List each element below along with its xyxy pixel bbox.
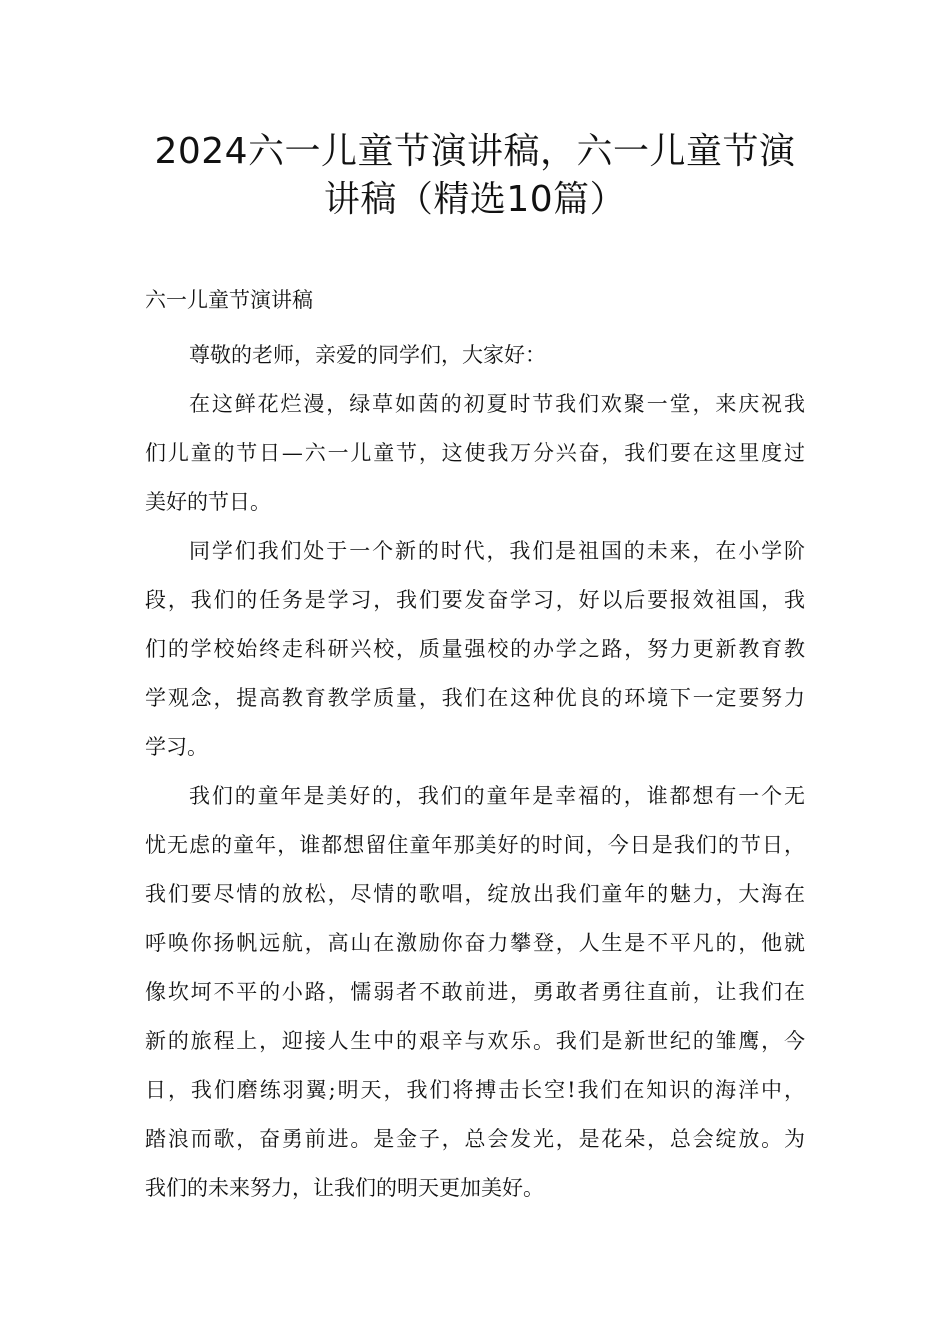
- document-body: [145, 331, 805, 1213]
- paragraph-line: 踏浪而歌，奋勇前进。是金子，总会发光，是花朵，总会绽放。为: [145, 1127, 805, 1151]
- paragraph-line: 日，我们磨练羽翼;明天，我们将搏击长空!我们在知识的海洋中，: [145, 1078, 805, 1102]
- paragraph-line: 们儿童的节日—六一儿童节，这使我万分兴奋，我们要在这里度过: [145, 441, 805, 465]
- paragraph-line: 学习。: [145, 735, 208, 759]
- paragraph-line: 我们的童年是美好的，我们的童年是幸福的，谁都想有一个无: [189, 784, 805, 808]
- paragraph-line: 美好的节日。: [145, 490, 271, 514]
- paragraph-line: 我们的未来努力，让我们的明天更加美好。: [145, 1176, 544, 1200]
- paragraph-line: 我们要尽情的放松，尽情的歌唱，绽放出我们童年的魅力，大海在: [145, 882, 805, 906]
- section-heading: 六一儿童节演讲稿: [145, 288, 313, 312]
- paragraph: [145, 772, 805, 1213]
- paragraph-line: 学观念，提高教育教学质量，我们在这种优良的环境下一定要努力: [145, 686, 805, 710]
- paragraph-line: 们的学校始终走科研兴校，质量强校的办学之路，努力更新教育教: [145, 637, 805, 661]
- paragraph-line: 尊敬的老师，亲爱的同学们，大家好：: [189, 343, 546, 367]
- paragraph-line: 新的旅程上，迎接人生中的艰辛与欢乐。我们是新世纪的雏鹰，今: [145, 1029, 805, 1053]
- document-title: [120, 128, 830, 224]
- paragraph-line: 同学们我们处于一个新的时代，我们是祖国的未来，在小学阶: [189, 539, 805, 563]
- paragraph-greeting: [145, 331, 805, 380]
- paragraph-line: 像坎坷不平的小路，懦弱者不敢前进，勇敢者勇往直前，让我们在: [145, 980, 805, 1004]
- paragraph-line: 段，我们的任务是学习，我们要发奋学习，好以后要报效祖国，我: [145, 588, 805, 612]
- title-line: 讲稿（精选10篇）: [323, 179, 627, 220]
- paragraph: [145, 380, 805, 527]
- paragraph: [145, 527, 805, 772]
- paragraph-line: 呼唤你扬帆远航，高山在激励你奋力攀登，人生是不平凡的，他就: [145, 931, 805, 955]
- title-line: 2024六一儿童节演讲稿，六一儿童节演: [154, 131, 796, 172]
- paragraph-line: 忧无虑的童年，谁都想留住童年那美好的时间，今日是我们的节日，: [145, 833, 805, 857]
- paragraph-line: 在这鲜花烂漫，绿草如茵的初夏时节我们欢聚一堂，来庆祝我: [189, 392, 805, 416]
